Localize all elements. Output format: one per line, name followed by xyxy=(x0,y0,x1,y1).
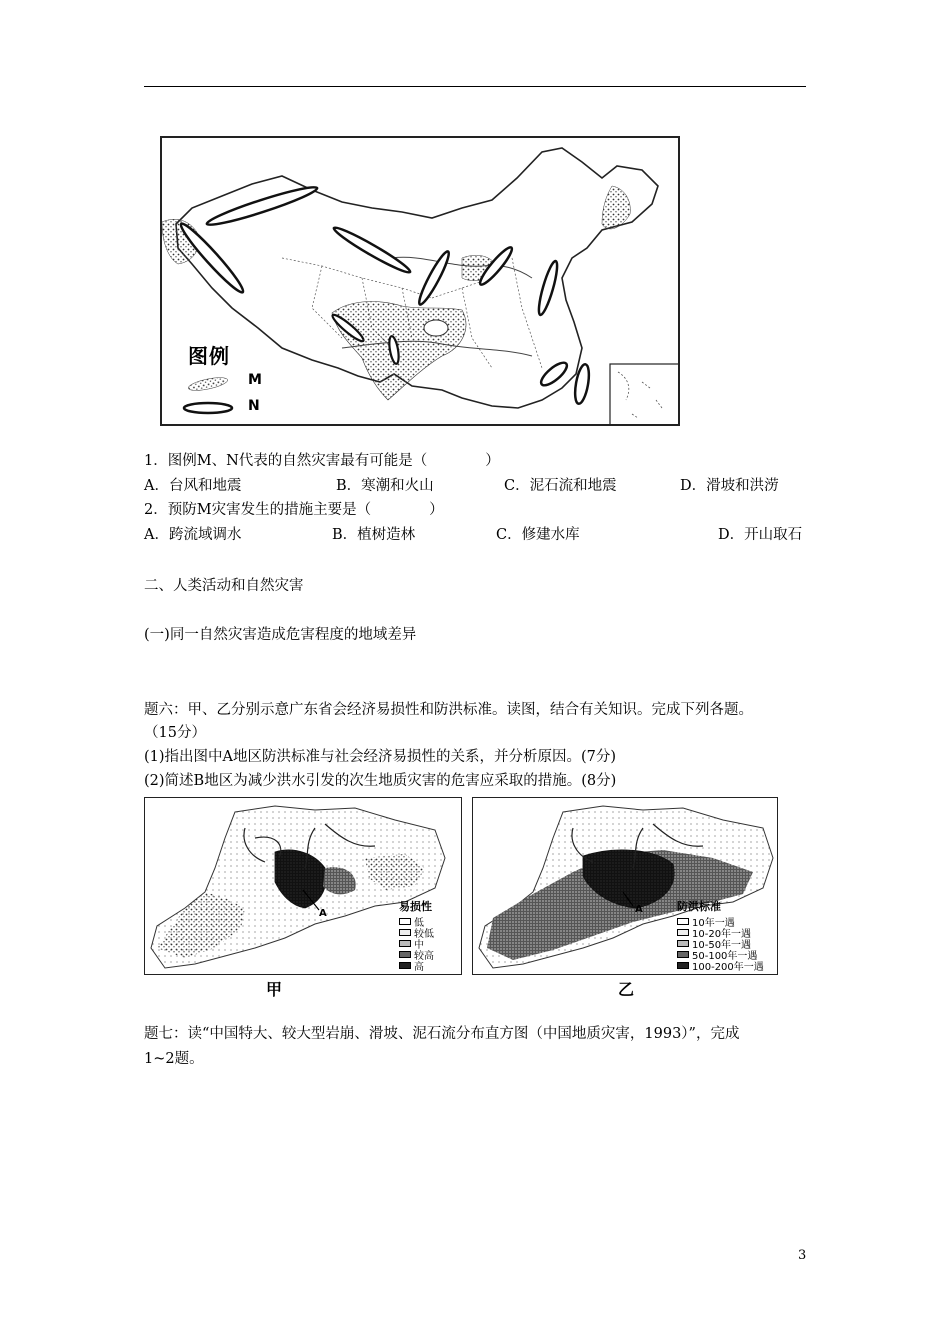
figure-yi-flood-standard-map xyxy=(472,797,778,975)
south-china-sea-inset xyxy=(610,364,680,426)
q1-option-b: B．寒潮和火山 xyxy=(336,478,434,494)
map-legend-title: 图例 xyxy=(188,344,230,368)
jia-legend xyxy=(399,898,434,971)
q6-part1: (1)指出图中A地区防洪标准与社会经济易损性的关系，并分析原因。(7分) xyxy=(144,749,617,765)
q1-option-c: C．泥石流和地震 xyxy=(504,478,617,494)
jia-legend-item: 低 xyxy=(414,918,424,929)
q2-option-b: B．植树造林 xyxy=(332,527,416,543)
q6-intro-line1: 题六：甲、乙分别示意广东省会经济易损性和防洪标准。读图，结合有关知识。完成下列各题。 xyxy=(144,702,753,718)
header-rule xyxy=(144,86,806,87)
q7-line1: 题七：读“中国特大、较大型岩崩、滑坡、泥石流分布直方图（中国地质灾害，1993）”，完成 xyxy=(144,1026,740,1042)
figure-jia-vulnerability-map xyxy=(144,797,462,975)
section-title: 二、人类活动和自然灾害 xyxy=(144,578,304,594)
yi-legend-title: 防洪标准 xyxy=(677,900,721,913)
legend-m-label: M xyxy=(248,372,262,388)
yi-legend-item: 50-100年一遇 xyxy=(692,951,758,962)
legend-m-swatch xyxy=(187,375,228,393)
q6-intro-line2: （15分） xyxy=(144,725,206,741)
q1-option-a: A．台风和地震 xyxy=(144,478,242,494)
legend-n-swatch xyxy=(184,403,232,413)
q1-option-d: D．滑坡和洪涝 xyxy=(680,478,779,494)
jia-point-a: A xyxy=(319,908,327,919)
jia-legend-item: 较低 xyxy=(414,929,434,940)
yi-legend-item: 10-50年一遇 xyxy=(692,940,752,951)
subsection-title: (一)同一自然灾害造成危害程度的地域差异 xyxy=(144,627,417,643)
page-number: 3 xyxy=(798,1248,807,1263)
jia-legend-item: 中 xyxy=(414,940,424,951)
china-map-graphic xyxy=(162,138,680,426)
figure-jia-label: 甲 xyxy=(266,980,283,999)
q2-option-c: C．修建水库 xyxy=(496,527,580,543)
jia-legend-item: 高 xyxy=(414,962,424,973)
jia-legend-item: 较高 xyxy=(414,951,434,962)
jia-legend-title: 易损性 xyxy=(399,900,432,913)
figure-yi-label: 乙 xyxy=(618,980,635,999)
q2-option-d: D．开山取石 xyxy=(718,527,803,543)
q7-line2: 1~2题。 xyxy=(144,1051,204,1067)
q2-stem: 2．预防M灾害发生的措施主要是（ ） xyxy=(144,502,444,518)
yi-legend xyxy=(677,898,764,971)
yi-legend-item: 10年一遇 xyxy=(692,918,735,929)
q2-option-a: A．跨流域调水 xyxy=(144,527,242,543)
yi-legend-item: 100-200年一遇 xyxy=(692,962,764,973)
yi-point-a: A xyxy=(635,904,643,915)
yi-legend-item: 10-20年一遇 xyxy=(692,929,752,940)
china-disaster-map xyxy=(160,136,680,426)
q6-part2: (2)简述B地区为减少洪水引发的次生地质灾害的危害应采取的措施。(8分) xyxy=(144,773,617,789)
legend-n-label: N xyxy=(248,398,260,414)
q1-stem: 1．图例M、N代表的自然灾害最有可能是（ ） xyxy=(144,453,500,469)
